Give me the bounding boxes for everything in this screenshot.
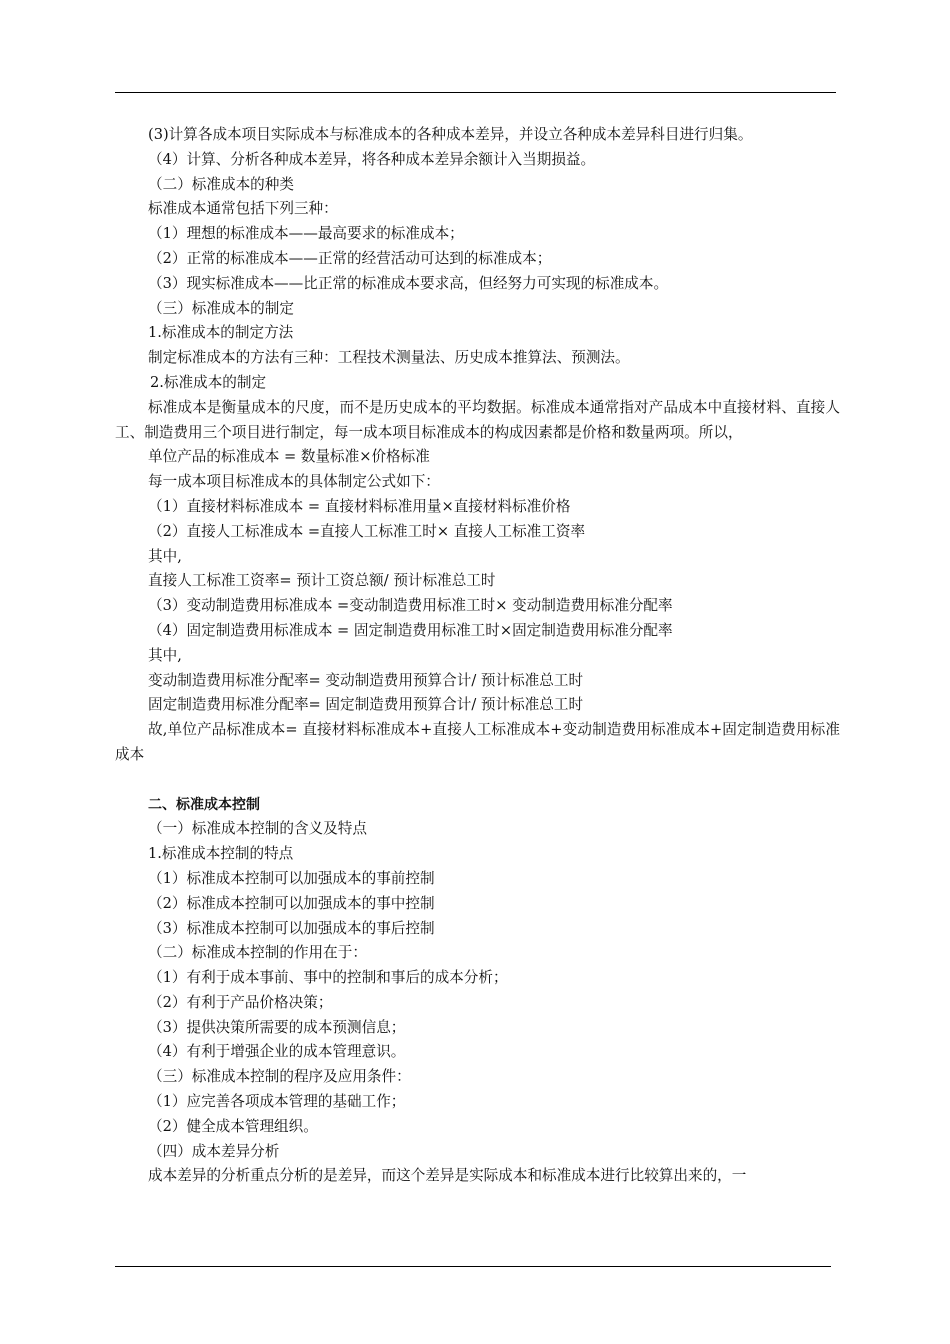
formula-line: 单位产品的标准成本 = 数量标准×价格标准 [148, 448, 430, 466]
list-item: （2）健全成本管理组织。 [148, 1117, 318, 1135]
header-rule [115, 92, 836, 93]
subsection-heading: （三）标准成本控制的程序及应用条件： [148, 1068, 411, 1086]
text-line: 2.标准成本的制定 [150, 373, 267, 391]
formula-line: （1）直接材料标准成本 = 直接材料标准用量×直接材料标准价格 [148, 497, 571, 515]
document-body [115, 123, 840, 1189]
text-line: （4）计算、分析各种成本差异，将各种成本差异余额计入当期损益。 [148, 150, 596, 168]
formula-line: 变动制造费用标准分配率= 变动制造费用预算合计/ 预计标准总工时 [148, 671, 584, 689]
formula-line: （4）固定制造费用标准成本 = 固定制造费用标准工时×固定制造费用标准分配率 [148, 621, 673, 639]
text-line: 1.标准成本控制的特点 [148, 845, 294, 863]
list-item: （4）有利于增强企业的成本管理意识。 [148, 1043, 406, 1061]
text-line: 其中, [148, 547, 182, 565]
text-line: 其中, [148, 646, 182, 664]
paragraph: 标准成本是衡量成本的尺度，而不是历史成本的平均数据。标准成本通常指对产品成本中直接材料、直接人工、制造费用三个项目进行制定，每一成本项目标准成本的构成因素都是价格和数量两项。所以， [115, 398, 840, 441]
footer-rule [115, 1266, 831, 1267]
formula-line: 直接人工标准工资率= 预计工资总额/ 预计标准总工时 [148, 572, 496, 590]
formula-line: （3）变动制造费用标准成本 =变动制造费用标准工时× 变动制造费用标准分配率 [148, 597, 673, 615]
subsection-heading: （一）标准成本控制的含义及特点 [148, 820, 367, 838]
list-item: （1）理想的标准成本——最高要求的标准成本； [148, 225, 464, 243]
section-heading: 二、标准成本控制 [148, 796, 260, 813]
spacer [115, 768, 840, 793]
text-line: 标准成本通常包括下列三种： [148, 200, 338, 218]
text-line: 每一成本项目标准成本的具体制定公式如下： [148, 473, 440, 491]
list-item: （2）有利于产品价格决策； [148, 993, 333, 1011]
text-line: 成本差异的分析重点分析的是差异，而这个差异是实际成本和标准成本进行比较算出来的，一 [148, 1167, 747, 1185]
text-line: 1.标准成本的制定方法 [148, 324, 294, 342]
subsection-heading: （二）标准成本控制的作用在于： [148, 944, 367, 962]
text-line: (3)计算各成本项目实际成本与标准成本的各种成本差异，并设立各种成本差异科目进行归集。 [148, 126, 753, 143]
text-line: 制定标准成本的方法有三种：工程技术测量法、历史成本推算法、预测法。 [148, 349, 630, 367]
list-item: （2）标准成本控制可以加强成本的事中控制 [148, 894, 435, 912]
list-item: （1）标准成本控制可以加强成本的事前控制 [148, 869, 435, 887]
list-item: （3）现实标准成本——比正常的标准成本要求高，但经努力可实现的标准成本。 [148, 274, 669, 292]
subsection-heading: （二）标准成本的种类 [148, 175, 294, 193]
subsection-heading: （四）成本差异分析 [148, 1142, 280, 1160]
list-item: （3）标准成本控制可以加强成本的事后控制 [148, 919, 435, 937]
subsection-heading: （三）标准成本的制定 [148, 299, 294, 317]
list-item: （1）有利于成本事前、事中的控制和事后的成本分析； [148, 969, 508, 987]
list-item: （3）提供决策所需要的成本预测信息； [148, 1018, 406, 1036]
paragraph: 故,单位产品标准成本= 直接材料标准成本+直接人工标准成本+变动制造费用标准成本+固定制造费用标准成本 [115, 721, 840, 763]
formula-line: 固定制造费用标准分配率= 固定制造费用预算合计/ 预计标准总工时 [148, 696, 584, 714]
list-item: （2）正常的标准成本——正常的经营活动可达到的标准成本； [148, 249, 552, 267]
formula-line: （2）直接人工标准成本 =直接人工标准工时× 直接人工标准工资率 [148, 522, 586, 540]
list-item: （1）应完善各项成本管理的基础工作； [148, 1093, 406, 1111]
